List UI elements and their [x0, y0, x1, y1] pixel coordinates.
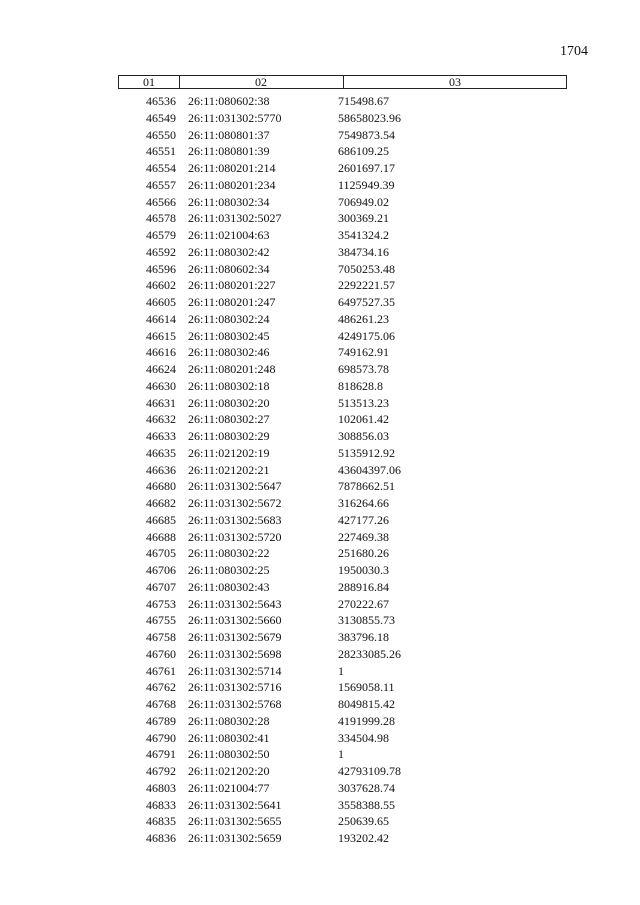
cell-id: 46685 — [146, 512, 176, 527]
cell-cadastral-number: 26:11:031302:5647 — [188, 479, 282, 494]
cell-cadastral-number: 26:11:080302:22 — [188, 546, 270, 561]
cell-value: 698573.78 — [338, 362, 389, 376]
cell-value: 193202.42 — [338, 831, 389, 845]
cell-cadastral-number: 26:11:080201:227 — [188, 278, 276, 293]
cell-value: 7878662.51 — [338, 479, 395, 494]
cell-id: 46579 — [146, 228, 176, 242]
cell-value: 383796.18 — [338, 630, 389, 644]
cell-cadastral-number: 26:11:080801:37 — [188, 127, 270, 142]
cell-cadastral-number: 26:11:031302:5659 — [188, 831, 282, 845]
table-row — [0, 730, 640, 747]
cell-id: 46762 — [146, 680, 176, 695]
cell-id: 46680 — [146, 479, 176, 494]
cell-value: 6497527.35 — [338, 295, 395, 309]
table-row — [0, 344, 640, 361]
table-row — [0, 478, 640, 495]
cell-value: 288916.84 — [338, 579, 389, 594]
cell-cadastral-number: 26:11:080201:214 — [188, 161, 276, 175]
table-row — [0, 612, 640, 629]
cell-value: 3130855.73 — [338, 613, 395, 628]
cell-value: 2601697.17 — [338, 161, 395, 175]
cell-id: 46605 — [146, 295, 176, 309]
table-row — [0, 261, 640, 278]
table-row — [0, 395, 640, 412]
cell-cadastral-number: 26:11:080201:247 — [188, 295, 276, 309]
table-row — [0, 110, 640, 127]
table-row — [0, 428, 640, 445]
cell-cadastral-number: 26:11:031302:5643 — [188, 596, 282, 611]
table-row — [0, 378, 640, 395]
cell-id: 46803 — [146, 780, 176, 795]
cell-cadastral-number: 26:11:031302:5698 — [188, 646, 282, 661]
header-col-01: 01 — [119, 76, 180, 88]
table-row — [0, 579, 640, 596]
cell-id: 46616 — [146, 345, 176, 360]
cell-value: 7549873.54 — [338, 127, 395, 142]
cell-value: 3541324.2 — [338, 228, 389, 242]
table-row — [0, 679, 640, 696]
cell-id: 46760 — [146, 646, 176, 661]
cell-id: 46550 — [146, 127, 176, 142]
cell-cadastral-number: 26:11:080201:234 — [188, 177, 276, 192]
table-row — [0, 127, 640, 144]
cell-cadastral-number: 26:11:080302:50 — [188, 747, 270, 762]
cell-cadastral-number: 26:11:080302:45 — [188, 328, 270, 343]
cell-id: 46554 — [146, 161, 176, 175]
cell-value: 250639.65 — [338, 814, 389, 829]
cell-id: 46753 — [146, 596, 176, 611]
cell-value: 43604397.06 — [338, 462, 401, 477]
cell-id: 46578 — [146, 211, 176, 226]
table-row — [0, 746, 640, 763]
cell-value: 334504.98 — [338, 730, 389, 745]
cell-id: 46630 — [146, 378, 176, 393]
cell-id: 46755 — [146, 613, 176, 628]
cell-id: 46624 — [146, 362, 176, 376]
cell-id: 46549 — [146, 110, 176, 125]
cell-id: 46614 — [146, 311, 176, 326]
cell-id: 46592 — [146, 244, 176, 259]
cell-id: 46707 — [146, 579, 176, 594]
cell-value: 715498.67 — [338, 94, 389, 108]
cell-id: 46688 — [146, 529, 176, 544]
cell-cadastral-number: 26:11:080302:41 — [188, 730, 270, 745]
cell-value: 316264.66 — [338, 496, 389, 510]
cell-id: 46551 — [146, 144, 176, 159]
table-row — [0, 529, 640, 546]
cell-value: 227469.38 — [338, 529, 389, 544]
cell-value: 3037628.74 — [338, 780, 395, 795]
cell-value: 4191999.28 — [338, 713, 395, 728]
cell-cadastral-number: 26:11:031302:5679 — [188, 630, 282, 644]
cell-value: 1950030.3 — [338, 563, 389, 577]
table-row — [0, 143, 640, 160]
page-number: 1704 — [560, 44, 588, 59]
table-row — [0, 177, 640, 194]
cell-cadastral-number: 26:11:031302:5027 — [188, 211, 282, 226]
table-row — [0, 780, 640, 797]
cell-cadastral-number: 26:11:031302:5720 — [188, 529, 282, 544]
cell-id: 46706 — [146, 563, 176, 577]
cell-cadastral-number: 26:11:031302:5768 — [188, 697, 282, 711]
cell-id: 46790 — [146, 730, 176, 745]
cell-cadastral-number: 26:11:031302:5770 — [188, 110, 282, 125]
cell-value: 251680.26 — [338, 546, 389, 561]
cell-value: 486261.23 — [338, 311, 389, 326]
table-row — [0, 763, 640, 780]
table-row — [0, 713, 640, 730]
cell-value: 427177.26 — [338, 512, 389, 527]
cell-id: 46835 — [146, 814, 176, 829]
cell-id: 46761 — [146, 663, 176, 678]
cell-cadastral-number: 26:11:080302:46 — [188, 345, 270, 360]
cell-cadastral-number: 26:11:080302:25 — [188, 563, 270, 577]
table-row — [0, 93, 640, 110]
table-row — [0, 328, 640, 345]
cell-cadastral-number: 26:11:080302:43 — [188, 579, 270, 594]
cell-cadastral-number: 26:11:080201:248 — [188, 362, 276, 376]
cell-value: 4249175.06 — [338, 328, 395, 343]
cell-cadastral-number: 26:11:080302:24 — [188, 311, 270, 326]
table-row — [0, 696, 640, 713]
cell-cadastral-number: 26:11:031302:5655 — [188, 814, 282, 829]
cell-id: 46836 — [146, 831, 176, 845]
cell-id: 46536 — [146, 94, 176, 108]
cell-value: 1 — [338, 663, 344, 678]
cell-cadastral-number: 26:11:080302:18 — [188, 378, 270, 393]
cell-value: 8049815.42 — [338, 697, 395, 711]
cell-cadastral-number: 26:11:080302:28 — [188, 713, 270, 728]
table-row — [0, 830, 640, 847]
table-row — [0, 311, 640, 328]
cell-value: 102061.42 — [338, 412, 389, 427]
cell-cadastral-number: 26:11:080302:34 — [188, 194, 270, 209]
cell-id: 46596 — [146, 261, 176, 276]
table-row — [0, 194, 640, 211]
cell-cadastral-number: 26:11:031302:5641 — [188, 797, 282, 812]
cell-id: 46682 — [146, 496, 176, 510]
cell-value: 1125949.39 — [338, 177, 395, 192]
cell-value: 384734.16 — [338, 244, 389, 259]
table-row — [0, 813, 640, 830]
cell-value: 5135912.92 — [338, 445, 395, 460]
cell-value: 818628.8 — [338, 378, 383, 393]
table-row — [0, 277, 640, 294]
cell-id: 46633 — [146, 429, 176, 443]
cell-id: 46632 — [146, 412, 176, 427]
table-row — [0, 512, 640, 529]
cell-id: 46833 — [146, 797, 176, 812]
table-row — [0, 411, 640, 428]
cell-cadastral-number: 26:11:080602:38 — [188, 94, 270, 108]
cell-cadastral-number: 26:11:021202:20 — [188, 764, 270, 778]
cell-cadastral-number: 26:11:080302:42 — [188, 244, 270, 259]
cell-id: 46768 — [146, 697, 176, 711]
cell-value: 58658023.96 — [338, 110, 401, 125]
cell-value: 42793109.78 — [338, 764, 401, 778]
cell-value: 270222.67 — [338, 596, 389, 611]
table-row — [0, 244, 640, 261]
cell-cadastral-number: 26:11:080302:27 — [188, 412, 270, 427]
table-row — [0, 462, 640, 479]
cell-value: 749162.91 — [338, 345, 389, 360]
cell-cadastral-number: 26:11:080302:20 — [188, 395, 270, 410]
cell-value: 513513.23 — [338, 395, 389, 410]
cell-value: 28233085.26 — [338, 646, 401, 661]
cell-cadastral-number: 26:11:031302:5716 — [188, 680, 282, 695]
cell-id: 46791 — [146, 747, 176, 762]
cell-id: 46635 — [146, 445, 176, 460]
header-col-03: 03 — [449, 75, 461, 89]
table-body — [0, 93, 640, 847]
cell-cadastral-number: 26:11:080602:34 — [188, 261, 270, 276]
cell-cadastral-number: 26:11:031302:5672 — [188, 496, 282, 510]
table-row — [0, 495, 640, 512]
cell-id: 46789 — [146, 713, 176, 728]
table-row — [0, 294, 640, 311]
table-row — [0, 545, 640, 562]
header-col-02: 02 — [179, 76, 344, 88]
table-row — [0, 210, 640, 227]
cell-value: 706949.02 — [338, 194, 389, 209]
cell-value: 2292221.57 — [338, 278, 395, 293]
cell-id: 46557 — [146, 177, 176, 192]
cell-value: 300369.21 — [338, 211, 389, 226]
cell-id: 46758 — [146, 630, 176, 644]
table-row — [0, 361, 640, 378]
table-row — [0, 629, 640, 646]
table-row — [0, 663, 640, 680]
cell-cadastral-number: 26:11:021202:21 — [188, 462, 270, 477]
cell-value: 3558388.55 — [338, 797, 395, 812]
cell-id: 46566 — [146, 194, 176, 209]
cell-cadastral-number: 26:11:080801:39 — [188, 144, 270, 159]
cell-cadastral-number: 26:11:021004:63 — [188, 228, 270, 242]
cell-cadastral-number: 26:11:021202:19 — [188, 445, 270, 460]
cell-id: 46705 — [146, 546, 176, 561]
cell-cadastral-number: 26:11:021004:77 — [188, 780, 270, 795]
cell-id: 46631 — [146, 395, 176, 410]
cell-value: 1569058.11 — [338, 680, 395, 695]
cell-value: 7050253.48 — [338, 261, 395, 276]
table-row — [0, 797, 640, 814]
cell-cadastral-number: 26:11:031302:5660 — [188, 613, 282, 628]
table-row — [0, 227, 640, 244]
table-header — [118, 75, 567, 89]
table-row — [0, 596, 640, 613]
table-row — [0, 646, 640, 663]
cell-value: 686109.25 — [338, 144, 389, 159]
cell-value: 1 — [338, 747, 344, 762]
cell-id: 46792 — [146, 764, 176, 778]
cell-id: 46602 — [146, 278, 176, 293]
cell-value: 308856.03 — [338, 429, 389, 443]
cell-id: 46615 — [146, 328, 176, 343]
cell-cadastral-number: 26:11:080302:29 — [188, 429, 270, 443]
cell-cadastral-number: 26:11:031302:5683 — [188, 512, 282, 527]
cell-id: 46636 — [146, 462, 176, 477]
cell-cadastral-number: 26:11:031302:5714 — [188, 663, 282, 678]
table-row — [0, 445, 640, 462]
table-row — [0, 160, 640, 177]
table-row — [0, 562, 640, 579]
